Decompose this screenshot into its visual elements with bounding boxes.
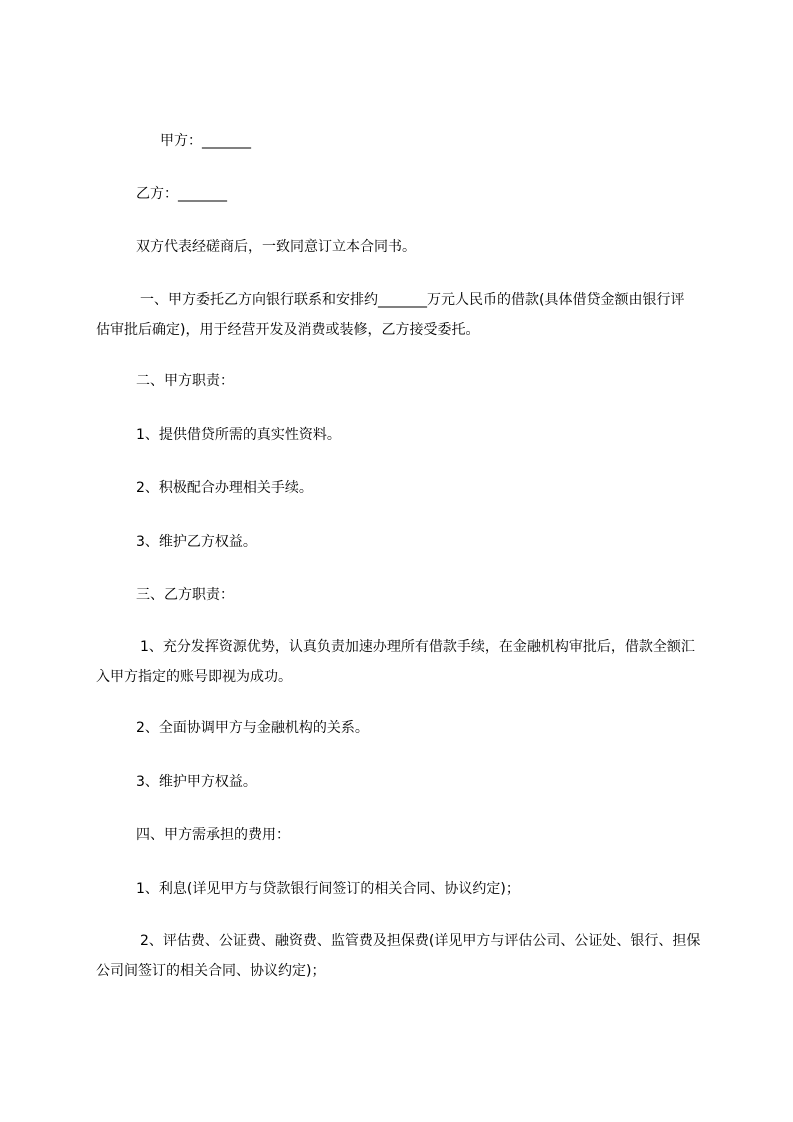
party-b-line: 乙方：_______ [136,186,227,202]
section-3-heading: 三、乙方职责： [136,587,234,603]
section-4-item-2: 2、评估费、公证费、融资费、监管费及担保费(详见甲方与评估公司、公证处、银行、担保公司间签订的相关合同、协议约定)； [96,933,701,979]
clause-1-paragraph: 一、甲方委托乙方向银行联系和安排约_______万元人民币的借款(具体借贷金额由银行评估审批后确定)，用于经营开发及消费或装修，乙方接受委托。 [96,292,685,338]
section-2-item-2: 2、积极配合办理相关手续。 [136,480,313,496]
intro-paragraph: 双方代表经磋商后，一致同意订立本合同书。 [136,239,416,255]
section-2-heading: 二、甲方职责： [136,373,234,389]
section-2-item-1: 1、提供借贷所需的真实性资料。 [136,427,341,443]
section-4-item-1: 1、利息(详见甲方与贷款银行间签订的相关合同、协议约定)； [136,881,520,897]
section-4-heading: 四、甲方需承担的费用： [136,827,290,843]
section-3-item-1: 1、充分发挥资源优势，认真负责加速办理所有借款手续，在金融机构审批后，借款全额汇入甲方指定的账号即视为成功。 [96,639,695,685]
section-3-item-2: 2、全面协调甲方与金融机构的关系。 [136,720,369,736]
section-2-item-3: 3、维护乙方权益。 [136,534,257,550]
party-a-line: 甲方：_______ [160,133,251,149]
section-3-item-3: 3、维护甲方权益。 [136,774,257,790]
